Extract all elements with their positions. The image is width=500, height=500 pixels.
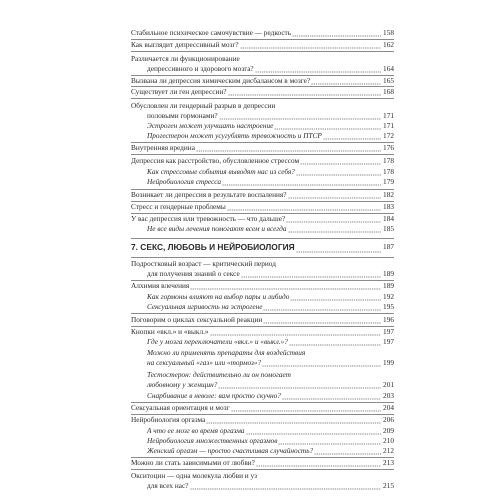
- leader-dots: [278, 439, 381, 445]
- toc-entry-title: Снарбивание в неволе: вам просто скучно?: [147, 391, 281, 400]
- toc-entry-title: Подростковый возраст — критический период: [131, 259, 276, 268]
- toc-page-number: 172: [383, 131, 394, 140]
- toc-entry-title: У вас депрессия или тревожность — что дальше?: [131, 214, 286, 223]
- toc-page-number: 209: [383, 426, 394, 435]
- leader-dots: [241, 272, 381, 278]
- leader-dots: [314, 449, 381, 455]
- toc-page-number: 178: [383, 167, 394, 176]
- toc-entry-title: Прогестерон может усугублять тревожность и ПТСР: [147, 131, 322, 140]
- toc-entry-title: Нейробиология множественных оргазмов: [147, 436, 278, 445]
- toc-page-number: 197: [383, 337, 394, 346]
- toc-entry-title: Сексуальная игривость на эстрогене: [147, 302, 263, 311]
- toc-entry-title: Как гормоны влияют на выбор пары и либидо: [147, 292, 290, 301]
- toc-page-number: 165: [383, 76, 394, 85]
- leader-dots: [274, 124, 381, 130]
- toc-page-number: 187: [383, 242, 394, 251]
- leader-dots: [190, 484, 381, 490]
- toc-subentry: [131, 167, 394, 176]
- toc-entry: [131, 259, 394, 268]
- toc-entry-title: любовному у женщин?: [147, 380, 218, 389]
- toc-entry: [131, 281, 394, 290]
- toc-entry-title: Нейробиология оргазма: [131, 415, 206, 424]
- leader-dots: [290, 295, 381, 301]
- toc-entry: [131, 481, 394, 490]
- divider: [131, 313, 394, 314]
- leader-dots: [282, 394, 381, 400]
- toc-page-number: 206: [383, 415, 394, 424]
- toc-page-number: 162: [383, 40, 394, 49]
- chapter-title: 7. СЕКС, ЛЮБОВЬ И НЕЙРОБИОЛОГИЯ: [131, 242, 295, 252]
- divider: [131, 257, 394, 258]
- toc-entry-title: Не все виды лечения помогают всем и всегда: [147, 224, 287, 233]
- toc-page-number: 176: [383, 143, 394, 152]
- toc-subentry: [131, 177, 394, 186]
- leader-dots: [323, 134, 381, 140]
- toc-page-number: 192: [383, 292, 394, 301]
- toc-entry: [131, 143, 394, 152]
- toc-page-number: 197: [383, 327, 394, 336]
- toc-entry-title: Возникает ли депрессия в результате воспаления?: [131, 190, 287, 199]
- toc-page-number: 210: [383, 436, 394, 445]
- toc-subentry: [131, 358, 394, 367]
- toc-entry-title: Тестостерон: действительно ли он помогает: [147, 370, 291, 379]
- toc-entry-title: Стабильное психическое самочувствие — редкость: [131, 28, 292, 37]
- toc-entry: [131, 156, 394, 165]
- toc-entry-title: Как стрессовые события выводят нас из себя?: [147, 167, 295, 176]
- toc-entry: [131, 111, 394, 120]
- toc-subentry: [131, 337, 394, 346]
- toc-entry-title: Стресс и гендерные проблемы: [131, 202, 226, 211]
- toc-entry-title: для получения знаний о сексе: [147, 269, 240, 278]
- toc-page-number: 183: [383, 202, 394, 211]
- divider: [131, 154, 394, 155]
- toc-page-number: 171: [383, 121, 394, 130]
- toc-entry: [131, 101, 394, 110]
- toc-subentry: [131, 446, 394, 455]
- toc-subentry: [131, 292, 394, 301]
- divider: [131, 51, 394, 52]
- toc-entry-title: депрессивного и здорового мозга?: [147, 64, 254, 73]
- toc-entry-title: Внутренняя вредина: [131, 143, 195, 152]
- toc-page-number: 164: [383, 64, 394, 73]
- toc-entry: [131, 327, 394, 336]
- leader-dots: [231, 406, 381, 412]
- toc-page-number: 213: [383, 458, 394, 467]
- toc-entry: [131, 403, 394, 412]
- leader-dots: [262, 361, 381, 367]
- toc-subentry: [131, 131, 394, 140]
- toc-entry: [131, 471, 394, 480]
- toc-entry-title: Существует ли ген депрессии?: [131, 87, 227, 96]
- toc-entry: [131, 54, 394, 63]
- toc-entry: [131, 40, 394, 49]
- leader-dots: [255, 67, 381, 73]
- toc-entry-title: Женский оргазм — просто счастливая случайность?: [147, 446, 314, 455]
- toc-page-number: 212: [383, 446, 394, 455]
- divider: [131, 98, 394, 99]
- toc-entry-title: половыми гормонами?: [147, 111, 218, 120]
- leader-dots: [256, 461, 381, 467]
- toc-entry-title: Можно ли стать зависимыми от любви?: [131, 458, 255, 467]
- toc-entry: [131, 87, 394, 96]
- toc-subentry: [131, 121, 394, 130]
- leader-dots: [300, 159, 381, 165]
- toc-entry-title: Вызвана ли депрессия химическим дисбалансом в мозге?: [131, 76, 311, 85]
- toc-entry-title: для всех нас?: [147, 481, 189, 490]
- toc-entry-title: Различается ли функционирование: [131, 54, 240, 63]
- leader-dots: [286, 217, 381, 223]
- toc-entry-title: Как выглядит депрессивный мозг?: [131, 40, 239, 49]
- leader-dots: [311, 79, 381, 85]
- toc-entry-title: Нейробиология стресса: [147, 177, 222, 186]
- leader-dots: [210, 330, 381, 336]
- toc-entry: [131, 269, 394, 278]
- toc-entry-title: Где у мозга переключатели «вкл.» и «выкл.»?: [147, 337, 288, 346]
- toc-entry: [131, 214, 394, 223]
- leader-dots: [296, 247, 381, 253]
- toc-entry-title: Сексуальная ориентация и мозг: [131, 403, 230, 412]
- toc-entry-title: Поговорим о циклах сексуальной реакции: [131, 315, 263, 324]
- toc-entry-title: Депрессия как расстройство, обусловленное стрессом: [131, 156, 300, 165]
- leader-dots: [292, 31, 381, 37]
- toc-entry: [131, 64, 394, 73]
- toc-subentry: [131, 436, 394, 445]
- leader-dots: [246, 429, 381, 435]
- leader-dots: [289, 340, 381, 346]
- toc-subentry: [131, 391, 394, 400]
- toc-page-number: 171: [383, 111, 394, 120]
- leader-dots: [288, 227, 381, 233]
- toc-entry: [131, 28, 394, 37]
- leader-dots: [218, 383, 381, 389]
- leader-dots: [288, 193, 381, 199]
- toc-entry: [131, 190, 394, 199]
- leader-dots: [196, 146, 381, 152]
- toc-page-number: 199: [383, 358, 394, 367]
- leader-dots: [228, 90, 382, 96]
- toc-subentry: [131, 302, 394, 311]
- leader-dots: [190, 284, 381, 290]
- divider: [131, 469, 394, 470]
- toc-page-number: 178: [383, 156, 394, 165]
- toc-subentry: [131, 380, 394, 389]
- toc-entry: [131, 315, 394, 324]
- toc-page-number: 158: [383, 28, 394, 37]
- toc-entry-title: Кнопки «вкл.» и «выкл.»: [131, 327, 209, 336]
- toc-page-number: 189: [383, 281, 394, 290]
- leader-dots: [227, 205, 381, 211]
- leader-dots: [263, 318, 381, 324]
- toc-page-number: 204: [383, 403, 394, 412]
- toc-entry: [131, 202, 394, 211]
- toc-page-number: 185: [383, 224, 394, 233]
- toc-page-number: 196: [383, 315, 394, 324]
- toc-subentry: [131, 426, 394, 435]
- toc-page-number: 168: [383, 87, 394, 96]
- toc-entry-title: Окситоцин — одна молекула любви и уз: [131, 471, 258, 480]
- toc-page-number: 203: [383, 391, 394, 400]
- toc-page-number: 182: [383, 190, 394, 199]
- toc-page-number: 189: [383, 269, 394, 278]
- divider: [131, 238, 394, 239]
- toc-subentry: [131, 224, 394, 233]
- toc-subentry: [131, 348, 394, 357]
- toc-page-number: 179: [383, 177, 394, 186]
- leader-dots: [219, 114, 381, 120]
- toc-entry: [131, 458, 394, 467]
- toc-entry-title: Обусловлен ли гендерный разрыв в депрессии: [131, 101, 276, 110]
- leader-dots: [222, 180, 381, 186]
- leader-dots: [206, 418, 381, 424]
- leader-dots: [240, 43, 381, 49]
- leader-dots: [263, 305, 381, 311]
- chapter-heading: [131, 241, 394, 253]
- toc-entry-title: Алхимия влечения: [131, 281, 190, 290]
- toc-page-number: 201: [383, 380, 394, 389]
- toc-entry: [131, 76, 394, 85]
- toc-entry-title: А что ее мозг во время оргазма: [147, 426, 245, 435]
- toc-page-number: 195: [383, 302, 394, 311]
- toc-subentry: [131, 370, 394, 379]
- toc-entry: [131, 415, 394, 424]
- toc-entry-title: Можно ли применять препараты для воздействия: [147, 348, 306, 357]
- toc-entry-title: Эстроген может улучшать настроение: [147, 121, 274, 130]
- toc-entry-title: на сексуальный «газ» или «тормоз»?: [147, 358, 262, 367]
- toc-page-number: 215: [383, 481, 394, 490]
- toc-page-number: 184: [383, 214, 394, 223]
- leader-dots: [296, 170, 381, 176]
